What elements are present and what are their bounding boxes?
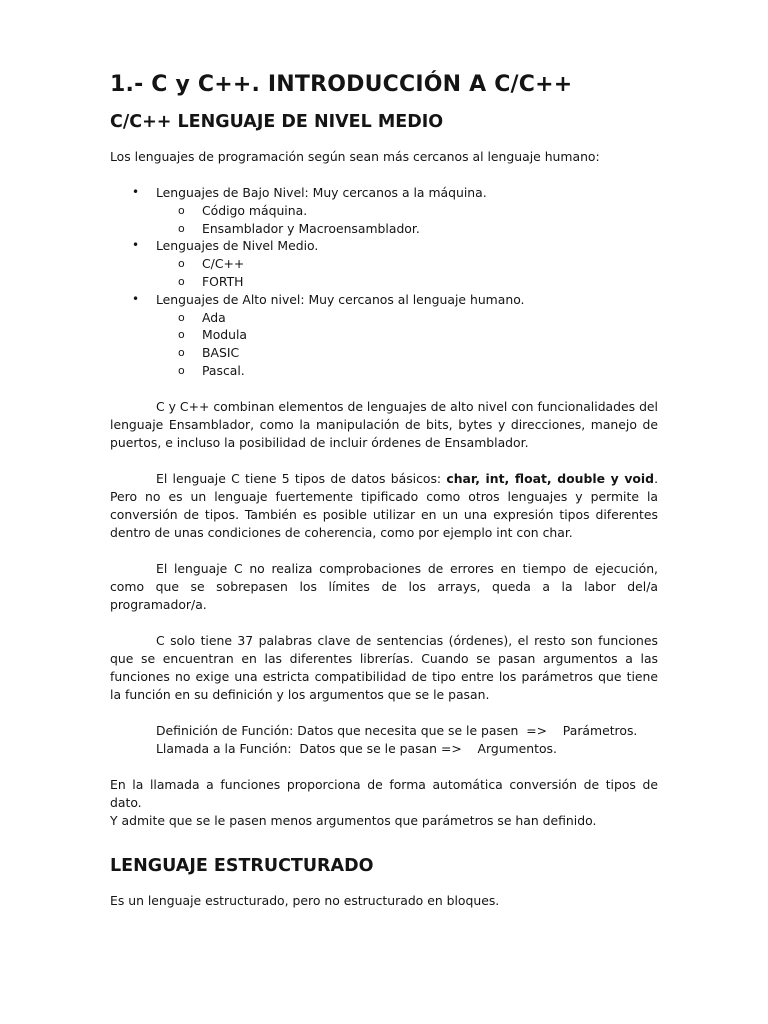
spacer — [110, 380, 658, 398]
section-heading-estructurado: LENGUAJE ESTRUCTURADO — [110, 855, 374, 876]
paragraph-palabras-clave: C solo tiene 37 palabras clave de sentencias (órdenes), el resto son funciones que se encuentran en las diferentes librerías. Cuando se pasan argumentos a las funciones no exige una estricta compatibilidad de tipo entre los parámetros que tiene la función en su definición y los argumentos que se le pasan. — [110, 632, 658, 702]
paragraph-argumentos: Y admite que se le pasen menos argumentos que parámetros se han definido. — [110, 812, 597, 828]
paragraph-text: El lenguaje C tiene 5 tipos de datos básicos: — [156, 470, 447, 486]
document-title: 1.- C y C++. INTRODUCCIÓN A C/C++ — [110, 72, 573, 97]
list-item-label: Lenguajes de Nivel Medio. — [156, 238, 319, 254]
sub-list-item — [110, 362, 658, 380]
sub-list-item-label: Código máquina. — [202, 202, 308, 218]
spacer — [110, 542, 658, 560]
spacer — [110, 452, 658, 470]
sub-list-item-label: Pascal. — [202, 362, 245, 378]
spacer — [110, 614, 658, 632]
sub-bullet-icon: o — [178, 221, 185, 235]
bullet-icon: • — [132, 238, 140, 253]
sub-list-item-label: Modula — [202, 327, 248, 343]
sub-list-item — [110, 309, 658, 327]
sub-list-item-label: BASIC — [202, 345, 240, 361]
sub-list-item-label: Ada — [202, 309, 226, 325]
section-heading-nivel-medio: C/C++ LENGUAJE DE NIVEL MEDIO — [110, 112, 444, 132]
list-item-bajo-nivel — [110, 184, 658, 202]
sub-bullet-icon: o — [178, 310, 185, 324]
sub-bullet-icon: o — [178, 363, 185, 377]
sub-bullet-icon: o — [178, 257, 185, 271]
sub-bullet-icon: o — [178, 203, 185, 217]
list-item-label: Lenguajes de Bajo Nivel: Muy cercanos a la máquina. — [156, 185, 487, 200]
intro-paragraph: Los lenguajes de programación según sean más cercanos al lenguaje humano: — [110, 149, 600, 164]
paragraph-tipos-datos — [110, 470, 658, 542]
bullet-icon: • — [132, 185, 140, 199]
bullet-icon: • — [132, 291, 140, 306]
paragraph-errores: El lenguaje C no realiza comprobaciones de errores en tiempo de ejecución, como que se sobrepasen los límites de los arrays, queda a la labor del/a programador/a. — [110, 560, 658, 612]
language-levels-list — [110, 184, 658, 380]
spacer — [110, 830, 658, 854]
sub-list-item-label: C/C++ — [202, 256, 245, 272]
sub-list-item — [110, 326, 658, 344]
paragraph-estructurado: Es un lenguaje estructurado, pero no estructurado en bloques. — [110, 892, 500, 908]
list-item-nivel-medio — [110, 237, 658, 255]
sub-bullet-icon: o — [178, 328, 185, 342]
sub-list-item-label: FORTH — [202, 273, 244, 289]
spacer — [110, 704, 658, 722]
document-page — [110, 70, 658, 910]
sub-list-item — [110, 273, 658, 291]
sub-list-item — [110, 344, 658, 362]
spacer — [110, 166, 658, 184]
sub-bullet-icon: o — [178, 274, 185, 288]
data-types-bold: char, int, float, double y void — [446, 470, 655, 486]
paragraph-conversion: En la llamada a funciones proporciona de forma automática conversión de tipos de dato. — [110, 776, 658, 810]
paragraph-text: . Pero no es un lenguaje fuertemente tipificado como otros lenguajes y permite la conversión de tipos. También es posible utilizar en un una expresión tipos diferentes dentro de unas condiciones de coherencia, como por ejemplo int con char. — [110, 470, 659, 540]
sub-list-item — [110, 202, 658, 220]
paragraph-ensamblador: C y C++ combinan elementos de lenguajes de alto nivel con funcionalidades del lenguaje Ensamblador, como la manipulación de bits, bytes y direcciones, manejo de puertos, e incluso la posibilidad de incluir órdenes de Ensamblador. — [110, 398, 658, 450]
sub-list-item-label: Ensamblador y Macroensamblador. — [202, 220, 420, 236]
definicion-funcion-line: Definición de Función: Datos que necesita que se le pasen => Parámetros. — [156, 722, 638, 738]
sub-list-item — [110, 220, 658, 238]
list-item-label: Lenguajes de Alto nivel: Muy cercanos al lenguaje humano. — [156, 291, 525, 307]
list-item-alto-nivel — [110, 291, 658, 309]
sub-list-item — [110, 255, 658, 273]
sub-bullet-icon: o — [178, 346, 185, 360]
spacer — [110, 758, 658, 776]
llamada-funcion-line: Llamada a la Función: Datos que se le pasan => Argumentos. — [156, 740, 557, 756]
